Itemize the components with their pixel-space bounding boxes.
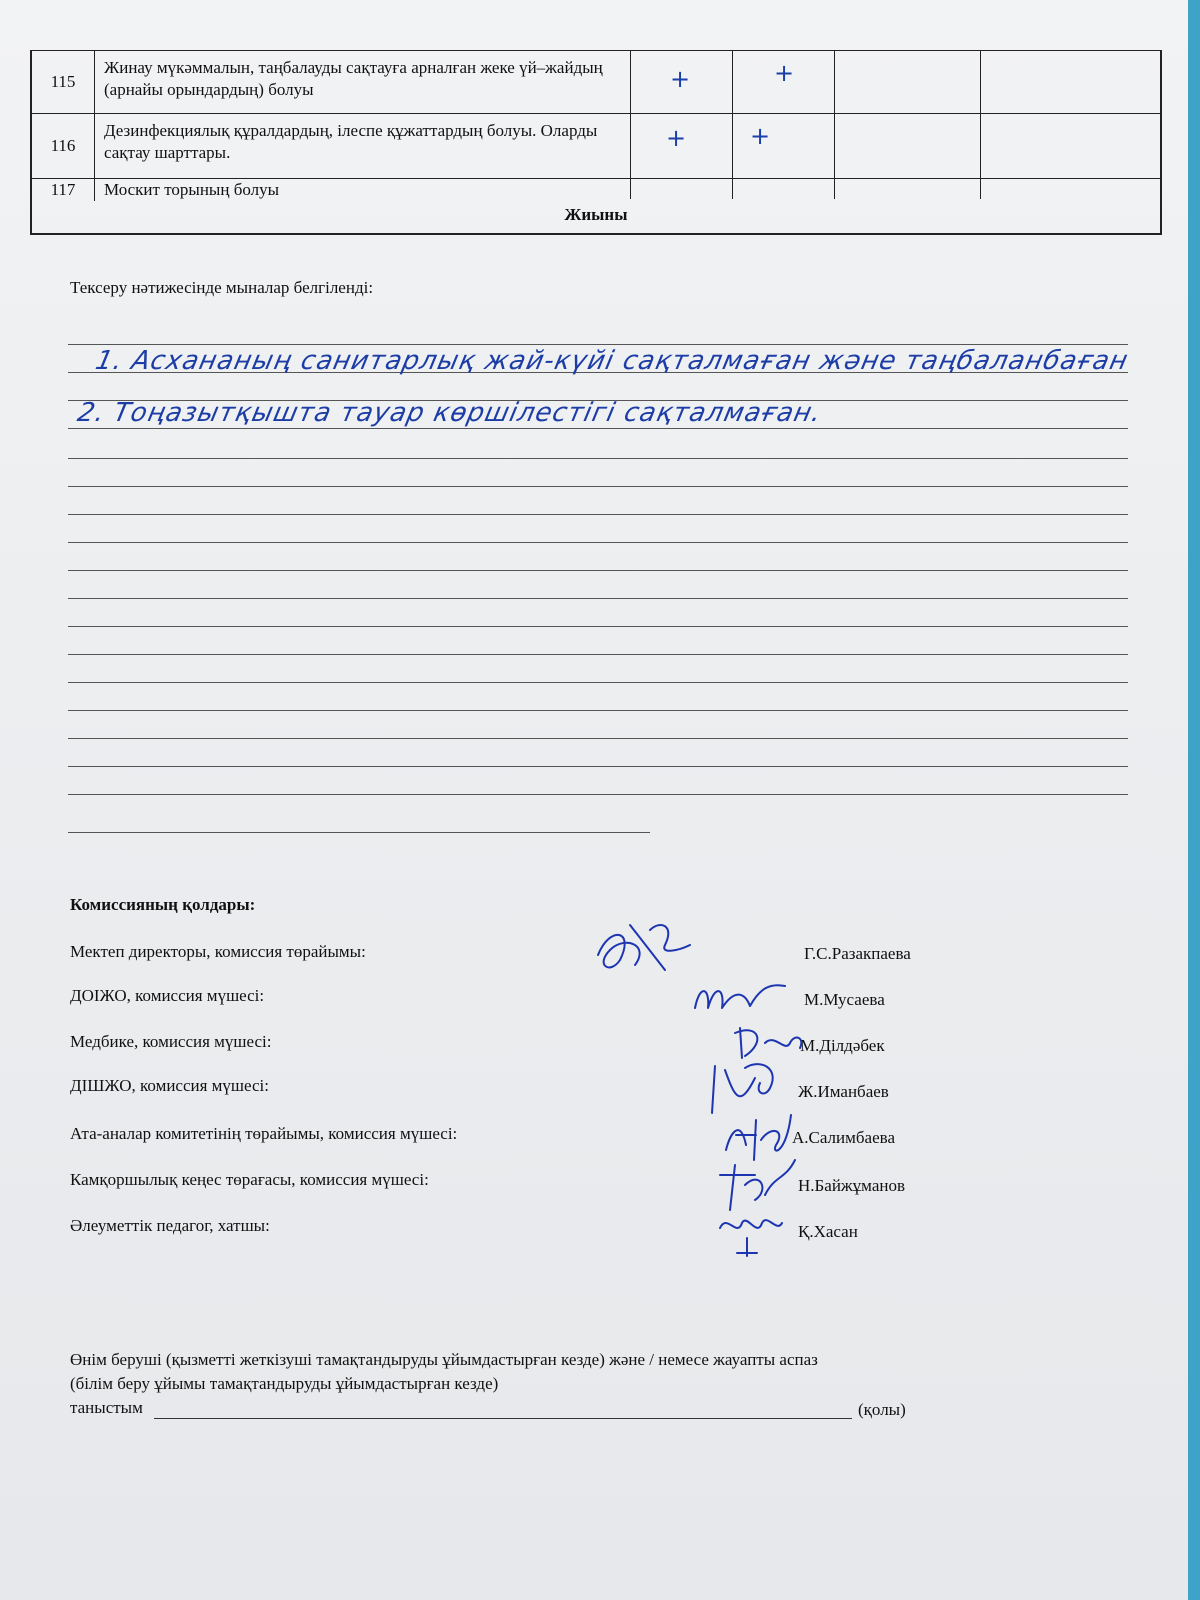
signature-line xyxy=(154,1418,852,1419)
commission-heading: Комиссияның қолдары: xyxy=(70,895,256,914)
member-role: Камқоршылық кеңес төрағасы, комиссия мүшесі: xyxy=(70,1170,429,1189)
signature-member xyxy=(710,1155,800,1215)
signature-member xyxy=(690,978,790,1018)
check-mark: + xyxy=(670,65,691,93)
signature-note: (қолы) xyxy=(858,1400,906,1419)
row-number: 115 xyxy=(32,51,95,113)
member-role: ДІШЖО, комиссия мүшесі: xyxy=(70,1076,269,1095)
row-number: 116 xyxy=(32,114,95,178)
handwritten-finding-1: 1. Асхананың санитарлық жай-күйі сақталмаған және таңбаланбаған xyxy=(92,346,1132,376)
check-mark: + xyxy=(774,59,795,87)
check-mark: + xyxy=(750,122,771,150)
member-role: Ата-аналар комитетінің төрайымы, комиссия мүшесі: xyxy=(70,1124,458,1143)
table-row xyxy=(32,179,1160,233)
background-edge xyxy=(1188,0,1200,1600)
member-name: Н.Байжұманов xyxy=(798,1176,905,1195)
total-label: Жиыны xyxy=(564,205,628,224)
footer-line-2: (білім беру ұйымы тамақтандыруды ұйымдастырған кезде) xyxy=(70,1374,499,1393)
footer-line-1: Өнім беруші (қызметті жеткізуші тамақтандыруды ұйымдастырған кезде) және / немесе жауапты аспаз xyxy=(70,1350,818,1369)
signature-member xyxy=(712,1208,792,1263)
member-name: Г.С.Разакпаева xyxy=(804,944,911,963)
member-name: М.Ділдәбек xyxy=(800,1036,885,1055)
table-row xyxy=(32,51,1160,114)
member-role: Мектеп директоры, комиссия төрайымы: xyxy=(70,942,366,961)
member-role: Медбике, комиссия мүшесі: xyxy=(70,1032,272,1051)
table-row xyxy=(32,114,1160,179)
member-name: Қ.Хасан xyxy=(798,1222,858,1241)
row-text: Жинау мүкәммалын, таңбалауды сақтауға арналған жеке үй–жайдың (арнайы орындардың) болуы xyxy=(104,58,603,99)
member-name: А.Салимбаева xyxy=(792,1128,895,1147)
member-name: М.Мусаева xyxy=(804,990,885,1009)
member-role: ДОІЖО, комиссия мүшесі: xyxy=(70,986,265,1005)
handwritten-finding-2: 2. Тоңазытқышта тауар көршілестігі сақталмаған. xyxy=(74,398,825,428)
member-role: Әлеуметтік педагог, хатшы: xyxy=(70,1216,270,1235)
row-text: Дезинфекциялық құралдардың, ілеспе құжаттардың болуы. Оларды сақтау шарттары. xyxy=(104,121,598,162)
inspection-table xyxy=(30,50,1162,235)
check-mark: + xyxy=(666,124,687,152)
member-name: Ж.Иманбаев xyxy=(798,1082,889,1101)
findings-heading: Тексеру нәтижесінде мыналар белгіленді: xyxy=(70,278,374,297)
signature-member xyxy=(700,1058,790,1118)
row-number: 117 xyxy=(32,179,95,201)
signature-director xyxy=(590,915,700,985)
acquainted-label: таныстым xyxy=(70,1398,143,1417)
row-text: Москит торының болуы xyxy=(104,180,280,199)
